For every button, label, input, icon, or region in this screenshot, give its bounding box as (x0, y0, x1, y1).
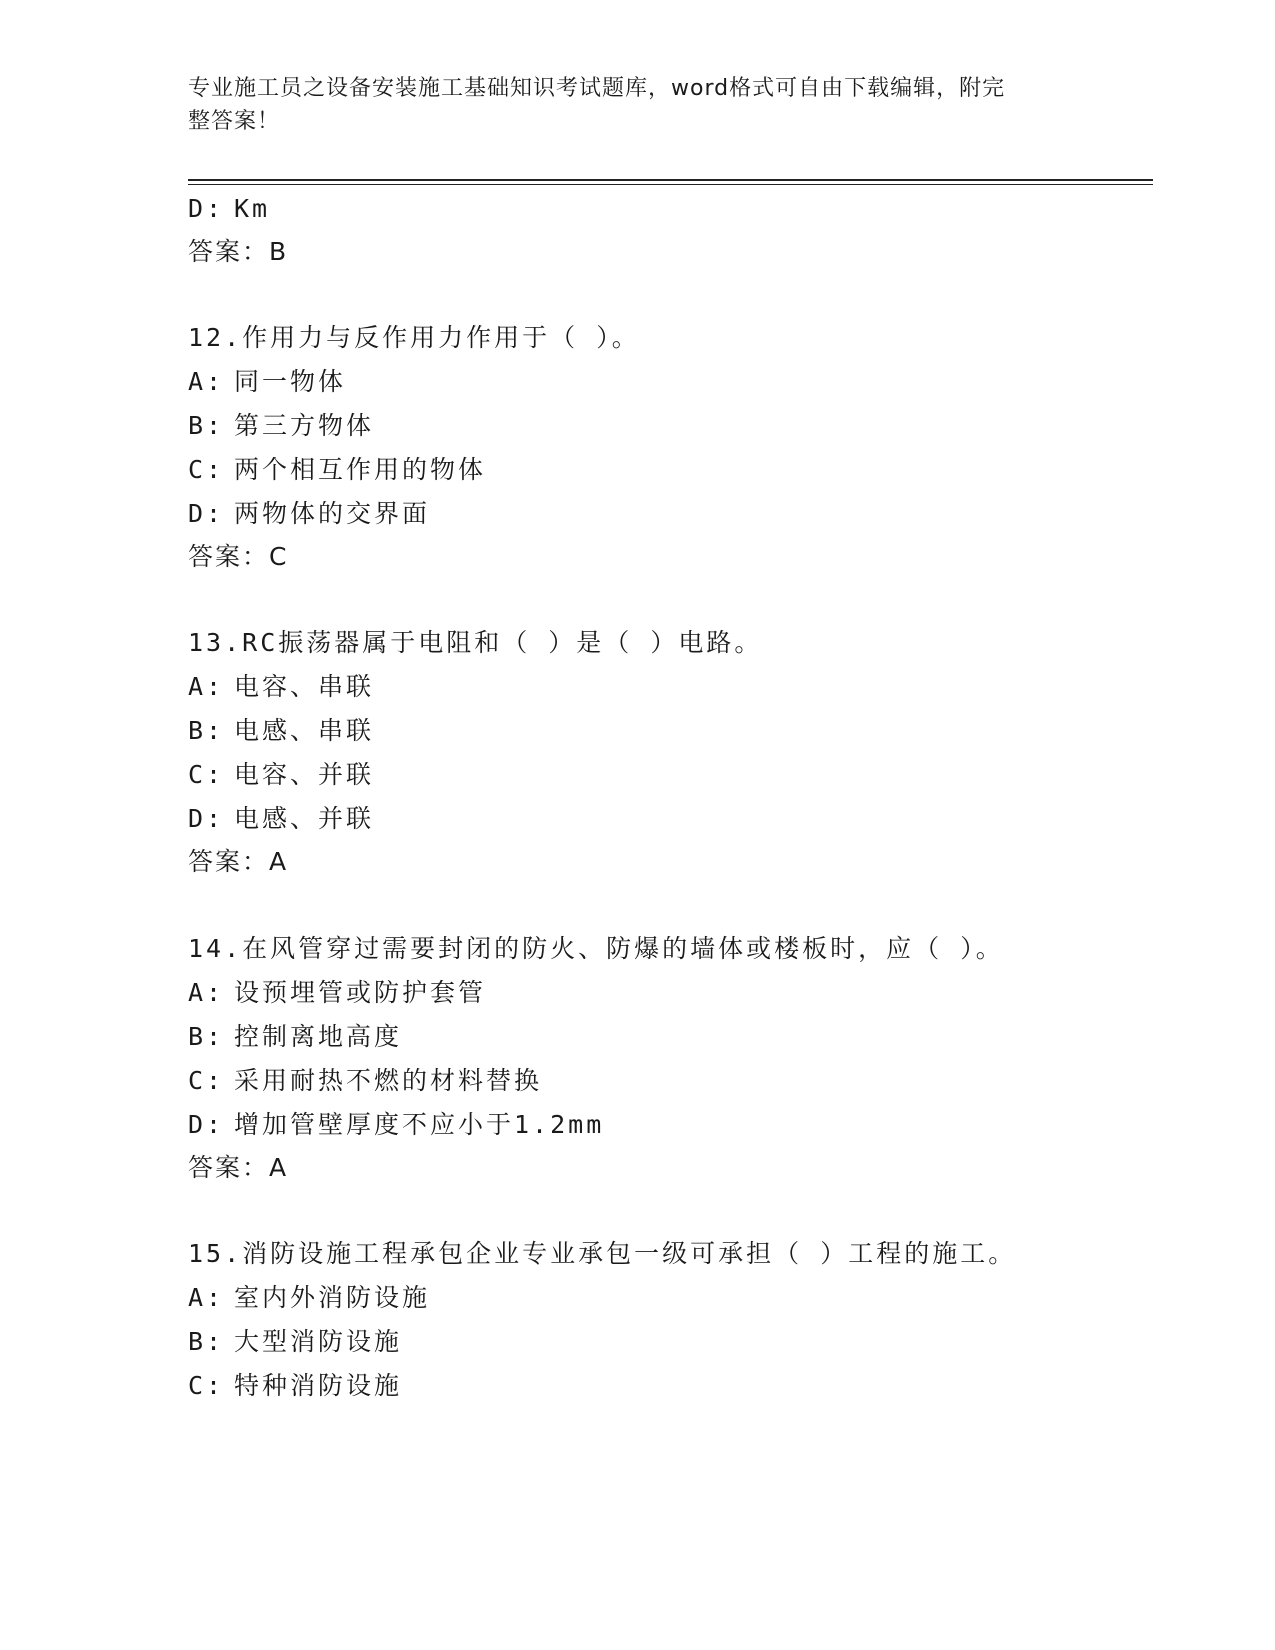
question-13-stem: 13.RC振荡器属于电阻和（ ）是（ ）电路。 (188, 628, 763, 657)
header-divider-thin (188, 184, 1153, 185)
option-label: C: (188, 760, 225, 789)
question-13-option-a (188, 671, 374, 703)
question-13-option-c (188, 759, 374, 791)
option-label: D: (188, 194, 225, 223)
question-14-option-a (188, 977, 486, 1009)
option-text: 增加管壁厚度不应小于1.2mm (234, 1110, 605, 1139)
option-label: B: (188, 1327, 225, 1356)
option-label: C: (188, 1371, 225, 1400)
option-text: 室内外消防设施 (234, 1283, 431, 1312)
option-text: 设预埋管或防护套管 (234, 978, 487, 1007)
question-15-option-b (188, 1326, 402, 1358)
prev-option-d (188, 193, 270, 225)
question-12-option-c (188, 454, 486, 486)
question-12-stem: 12.作用力与反作用力作用于（ ）。 (188, 323, 640, 352)
option-label: A: (188, 978, 225, 1007)
question-15-stem: 15.消防设施工程承包企业专业承包一级可承担（ ）工程的施工。 (188, 1239, 1017, 1268)
option-label: B: (188, 411, 225, 440)
option-label: A: (188, 367, 225, 396)
option-text: 大型消防设施 (234, 1327, 403, 1356)
question-15-option-c (188, 1370, 402, 1402)
question-15-option-a (188, 1282, 430, 1314)
option-text: 电感、并联 (234, 804, 375, 833)
header-divider (188, 179, 1153, 181)
option-text: Km (234, 194, 271, 223)
option-text: 同一物体 (234, 367, 347, 396)
option-text: 电感、串联 (234, 716, 375, 745)
option-label: B: (188, 716, 225, 745)
header-line-2: 整答案！ (188, 109, 281, 134)
option-label: A: (188, 672, 225, 701)
option-label: A: (188, 1283, 225, 1312)
option-text: 电容、串联 (234, 672, 375, 701)
question-14-option-d (188, 1109, 604, 1141)
option-text: 电容、并联 (234, 760, 375, 789)
question-14-option-c (188, 1065, 542, 1097)
question-13-option-b (188, 715, 374, 747)
question-12-option-d (188, 498, 430, 530)
question-12-answer: 答案：C (188, 542, 289, 571)
prev-answer: 答案：B (188, 237, 289, 266)
option-text: 特种消防设施 (234, 1371, 403, 1400)
question-13-option-d (188, 803, 374, 835)
option-text: 两个相互作用的物体 (234, 455, 487, 484)
option-text: 两物体的交界面 (234, 499, 431, 528)
question-14-answer: 答案：A (188, 1153, 289, 1182)
question-14-stem: 14.在风管穿过需要封闭的防火、防爆的墙体或楼板时，应（ ）。 (188, 934, 1004, 963)
option-label: D: (188, 1110, 225, 1139)
option-text: 采用耐热不燃的材料替换 (234, 1066, 543, 1095)
header-line-1: 专业施工员之设备安装施工基础知识考试题库，word格式可自由下载编辑，附完 (188, 76, 1006, 101)
option-label: C: (188, 1066, 225, 1095)
question-13-answer: 答案：A (188, 847, 289, 876)
option-text: 第三方物体 (234, 411, 375, 440)
question-12-option-a (188, 366, 346, 398)
option-label: D: (188, 499, 225, 528)
question-14-option-b (188, 1021, 402, 1053)
question-12-option-b (188, 410, 374, 442)
document-header (188, 72, 1088, 138)
option-label: B: (188, 1022, 225, 1051)
option-text: 控制离地高度 (234, 1022, 403, 1051)
option-label: C: (188, 455, 225, 484)
option-label: D: (188, 804, 225, 833)
